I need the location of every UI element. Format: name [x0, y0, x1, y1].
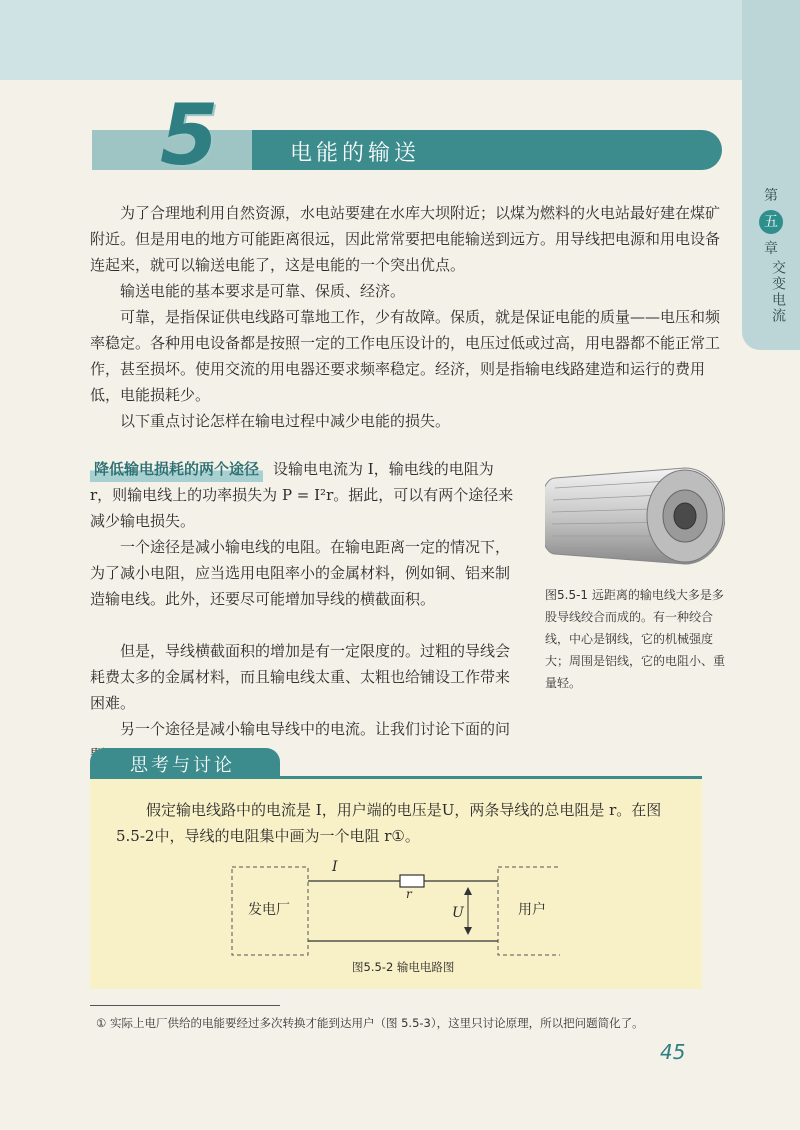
user-label: 用户 [518, 902, 546, 918]
section-intro-block [90, 456, 516, 534]
voltage-label: U [452, 905, 464, 921]
think-discuss-title: 思考与讨论 [130, 755, 235, 776]
side-tab-number: 五 [759, 210, 783, 234]
paragraph-2: 输送电能的基本要求是可靠、保质、经济。 [120, 282, 406, 300]
paragraph-4: 以下重点讨论怎样在输电过程中减少电能的损失。 [120, 412, 451, 430]
power-plant-label: 发电厂 [248, 902, 290, 918]
side-tab-top: 第 [764, 188, 778, 204]
figure-2-caption: 图5.5-2 输电电路图 [352, 960, 455, 974]
page-number: 45 [660, 1040, 686, 1064]
think-discuss-text: 假定输电线路中的电流是 I，用户端的电压是U，两条导线的总电阻是 r。在图5.5-2中，导线的电阻集中画为一个电阻 r①。 [116, 801, 662, 845]
chapter-side-tab [742, 0, 800, 350]
section-heading: 降低输电损耗的两个途径 [90, 456, 263, 482]
top-band [0, 0, 742, 80]
current-label: I [332, 859, 338, 875]
side-tab-chapter-name: 交变电流 [770, 260, 786, 324]
section-para-2: 但是，导线横截面积的增加是有一定限度的。过粗的导线会耗费太多的金属材料，而且输电线太重、太粗也给铺设工作带来困难。 [90, 642, 511, 712]
think-discuss-box [90, 776, 702, 989]
side-tab-bottom: 章 [764, 241, 778, 257]
chapter-number: 5 [160, 86, 219, 184]
think-discuss-tab [90, 748, 280, 776]
section-intro: 设输电电流为 I，输电线的电阻为 r，则输电线上的功率损失为 P = I²r。据此，可以有两个途径来减少输电损失。 [90, 460, 514, 530]
resistor-label: r [406, 887, 412, 901]
cable-illustration [545, 460, 725, 570]
figure-1-caption: 图5.5-1 远距离的输电线大多是多股导线绞合而成的。有一种绞合线，中心是钢线，它的机械强度大；周围是铝线，它的电阻小、重量轻。 [545, 588, 726, 690]
footnote: ① 实际上电厂供给的电能要经过多次转换才能到达用户（图 5.5-3），这里只讨论原理，所以把问题简化了。 [96, 1016, 644, 1030]
footnote-divider [90, 1005, 280, 1006]
section-para-3: 另一个途径是减小输电导线中的电流。让我们讨论下面的问 [120, 720, 511, 738]
paragraph-3: 可靠，是指保证供电线路可靠地工作，少有故障。保质，就是保证电能的质量——电压和频率稳定。各种用电设备都是按照一定的工作电压设计的，电压过低或过高，用电器都不能正常工作，甚至损坏。使用交流的用电器还要求频率稳定。经济，则是指输电线路建造和运行的费用低，电能损耗少。 [90, 308, 721, 404]
section-para-1: 一个途径是减小输电线的电阻。在输电距离一定的情况下，为了减小电阻，应当选用电阻率小的金属材料，例如铜、铝来制造输电线。此外，还要尽可能增加导线的横截面积。 [90, 538, 511, 608]
paragraph-1: 为了合理地利用自然资源，水电站要建在水库大坝附近；以煤为燃料的火电站最好建在煤矿附近。但是用电的地方可能距离很远，因此常常要把电能输送到远方。用导线把电源和用电设备连起来，就可以输送电能了，这是电能的一个突出优点。 [90, 204, 721, 274]
chapter-title: 电能的输送 [290, 141, 421, 166]
